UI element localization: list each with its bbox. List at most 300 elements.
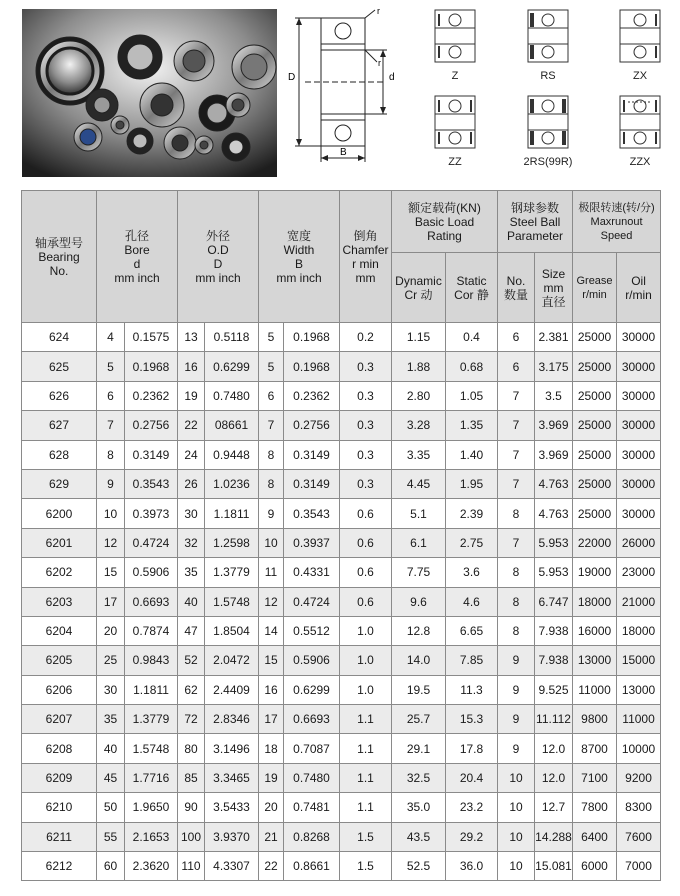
cell-ball-size: 11.112	[535, 705, 573, 734]
cell-od-inch: 1.5748	[205, 587, 259, 616]
cell-dynamic: 52.5	[392, 852, 446, 881]
cell-width-mm: 19	[259, 763, 284, 792]
cell-chamfer: 0.3	[340, 411, 392, 440]
cell-ball-size: 12.7	[535, 793, 573, 822]
cell-width-inch: 0.8268	[284, 822, 340, 851]
cell-chamfer: 0.3	[340, 381, 392, 410]
seal-type-2rs	[513, 94, 583, 174]
cell-chamfer: 1.1	[340, 763, 392, 792]
cell-static: 23.2	[446, 793, 498, 822]
cell-od-mm: 90	[178, 793, 205, 822]
cell-width-inch: 0.8661	[284, 852, 340, 881]
cell-od-inch: 08661	[205, 411, 259, 440]
label-r-top: r	[377, 6, 380, 16]
cell-width-mm: 20	[259, 793, 284, 822]
table-row	[22, 558, 661, 587]
cell-bore-mm: 55	[97, 822, 125, 851]
table-row	[22, 822, 661, 851]
cell-chamfer: 1.5	[340, 822, 392, 851]
cell-ball-size: 3.5	[535, 381, 573, 410]
cell-bore-mm: 6	[97, 381, 125, 410]
bearing-cross-section-diagram	[285, 4, 405, 164]
cell-ball-count: 8	[498, 587, 535, 616]
cell-bore-mm: 4	[97, 323, 125, 352]
cell-dynamic: 32.5	[392, 763, 446, 792]
header-grease: Grease r/min	[573, 253, 617, 323]
cell-grease-speed: 6400	[573, 822, 617, 851]
cell-width-inch: 0.6693	[284, 705, 340, 734]
header-load-rating: 额定载荷(KN) Basic Load Rating	[392, 191, 498, 253]
cell-bearing-no: 6212	[22, 852, 97, 881]
header-ball-no: No. 数量	[498, 253, 535, 323]
cell-od-mm: 22	[178, 411, 205, 440]
seal-rs-icon	[524, 8, 572, 64]
cell-dynamic: 1.88	[392, 352, 446, 381]
cell-bore-mm: 60	[97, 852, 125, 881]
cell-width-mm: 10	[259, 528, 284, 557]
cell-static: 20.4	[446, 763, 498, 792]
cell-chamfer: 1.0	[340, 675, 392, 704]
cell-oil-speed: 30000	[617, 469, 661, 498]
cell-chamfer: 0.6	[340, 587, 392, 616]
cell-oil-speed: 23000	[617, 558, 661, 587]
seal-type-z	[420, 8, 490, 88]
cell-bearing-no: 6204	[22, 616, 97, 645]
cell-bore-inch: 0.4724	[125, 528, 178, 557]
seal-type-label: ZX	[632, 70, 648, 82]
cell-bore-inch: 0.1575	[125, 323, 178, 352]
cell-dynamic: 6.1	[392, 528, 446, 557]
cell-static: 1.40	[446, 440, 498, 469]
cell-ball-count: 8	[498, 558, 535, 587]
table-row	[22, 675, 661, 704]
cell-oil-speed: 26000	[617, 528, 661, 557]
cell-ball-size: 4.763	[535, 499, 573, 528]
cell-static: 4.6	[446, 587, 498, 616]
cell-chamfer: 1.1	[340, 793, 392, 822]
cell-bore-inch: 0.9843	[125, 646, 178, 675]
cell-width-inch: 0.5906	[284, 646, 340, 675]
cell-dynamic: 29.1	[392, 734, 446, 763]
cell-bore-mm: 35	[97, 705, 125, 734]
table-row	[22, 440, 661, 469]
cell-chamfer: 1.1	[340, 734, 392, 763]
header-steel-ball: 钢球参数 Steel Ball Parameter	[498, 191, 573, 253]
cell-bore-mm: 25	[97, 646, 125, 675]
cell-bore-mm: 30	[97, 675, 125, 704]
cell-bore-inch: 2.3620	[125, 852, 178, 881]
cell-oil-speed: 11000	[617, 705, 661, 734]
cell-bearing-no: 628	[22, 440, 97, 469]
cell-bore-inch: 0.2756	[125, 411, 178, 440]
cell-ball-count: 7	[498, 440, 535, 469]
seal-type-label: RS	[540, 70, 556, 82]
table-row	[22, 705, 661, 734]
cell-width-mm: 7	[259, 411, 284, 440]
header-bore: 孔径 Bore d mm inch	[97, 191, 178, 323]
cell-od-inch: 2.0472	[205, 646, 259, 675]
cell-bearing-no: 625	[22, 352, 97, 381]
cell-oil-speed: 30000	[617, 381, 661, 410]
cell-oil-speed: 7000	[617, 852, 661, 881]
seal-type-zz	[420, 94, 490, 174]
cell-static: 6.65	[446, 616, 498, 645]
table-row	[22, 763, 661, 792]
cell-grease-speed: 18000	[573, 587, 617, 616]
bearings-product-photo	[22, 9, 277, 177]
cell-od-mm: 24	[178, 440, 205, 469]
cell-oil-speed: 7600	[617, 822, 661, 851]
cell-ball-size: 9.525	[535, 675, 573, 704]
label-B: B	[340, 147, 347, 158]
cell-bore-inch: 2.1653	[125, 822, 178, 851]
cell-static: 17.8	[446, 734, 498, 763]
cell-ball-size: 4.763	[535, 469, 573, 498]
cell-bore-inch: 0.1968	[125, 352, 178, 381]
header-ball-size: Size mm 直径	[535, 253, 573, 323]
cell-chamfer: 0.6	[340, 499, 392, 528]
seal-type-zzx	[605, 94, 675, 174]
cell-od-mm: 13	[178, 323, 205, 352]
cell-od-mm: 100	[178, 822, 205, 851]
header-width: 宽度 Width B mm inch	[259, 191, 340, 323]
cell-ball-count: 8	[498, 499, 535, 528]
cell-bearing-no: 6203	[22, 587, 97, 616]
cell-width-mm: 12	[259, 587, 284, 616]
cell-od-mm: 19	[178, 381, 205, 410]
cell-ball-size: 5.953	[535, 558, 573, 587]
cell-bearing-no: 624	[22, 323, 97, 352]
cell-static: 1.35	[446, 411, 498, 440]
cell-dynamic: 2.80	[392, 381, 446, 410]
cell-bore-mm: 50	[97, 793, 125, 822]
cell-ball-size: 3.969	[535, 411, 573, 440]
cell-bore-mm: 9	[97, 469, 125, 498]
cell-dynamic: 12.8	[392, 616, 446, 645]
cell-od-mm: 32	[178, 528, 205, 557]
cell-dynamic: 4.45	[392, 469, 446, 498]
cell-static: 2.39	[446, 499, 498, 528]
cell-bore-mm: 45	[97, 763, 125, 792]
cell-bore-inch: 0.6693	[125, 587, 178, 616]
cell-grease-speed: 25000	[573, 469, 617, 498]
header-od: 外径 O.D D mm inch	[178, 191, 259, 323]
cell-oil-speed: 10000	[617, 734, 661, 763]
cell-od-inch: 3.5433	[205, 793, 259, 822]
cell-dynamic: 5.1	[392, 499, 446, 528]
cell-bore-inch: 0.2362	[125, 381, 178, 410]
cell-grease-speed: 25000	[573, 352, 617, 381]
cell-ball-size: 3.969	[535, 440, 573, 469]
cell-bore-mm: 5	[97, 352, 125, 381]
cell-bore-inch: 0.3973	[125, 499, 178, 528]
cell-ball-count: 8	[498, 616, 535, 645]
cell-width-inch: 0.7480	[284, 763, 340, 792]
cell-bearing-no: 6206	[22, 675, 97, 704]
cell-ball-count: 10	[498, 793, 535, 822]
cell-ball-size: 7.938	[535, 616, 573, 645]
cell-bore-mm: 20	[97, 616, 125, 645]
cell-bore-inch: 0.5906	[125, 558, 178, 587]
cell-od-inch: 1.3779	[205, 558, 259, 587]
cell-width-mm: 9	[259, 499, 284, 528]
cell-grease-speed: 9800	[573, 705, 617, 734]
cell-ball-count: 9	[498, 675, 535, 704]
cell-bore-inch: 1.1811	[125, 675, 178, 704]
cell-width-mm: 11	[259, 558, 284, 587]
cell-width-inch: 0.5512	[284, 616, 340, 645]
cell-oil-speed: 30000	[617, 352, 661, 381]
cell-ball-count: 9	[498, 734, 535, 763]
cell-bore-inch: 0.3543	[125, 469, 178, 498]
cell-width-mm: 15	[259, 646, 284, 675]
cell-grease-speed: 19000	[573, 558, 617, 587]
table-row	[22, 734, 661, 763]
cell-width-inch: 0.3149	[284, 440, 340, 469]
cell-od-inch: 3.9370	[205, 822, 259, 851]
cell-oil-speed: 8300	[617, 793, 661, 822]
cell-dynamic: 3.35	[392, 440, 446, 469]
cell-width-inch: 0.3937	[284, 528, 340, 557]
cell-bearing-no: 6208	[22, 734, 97, 763]
header-static: Static Cor 静	[446, 253, 498, 323]
cell-oil-speed: 30000	[617, 323, 661, 352]
table-row	[22, 411, 661, 440]
cell-oil-speed: 30000	[617, 440, 661, 469]
cell-dynamic: 35.0	[392, 793, 446, 822]
seal-type-grid	[415, 8, 680, 178]
table-row	[22, 587, 661, 616]
cell-ball-count: 10	[498, 763, 535, 792]
cell-grease-speed: 16000	[573, 616, 617, 645]
cell-od-mm: 85	[178, 763, 205, 792]
cell-grease-speed: 25000	[573, 323, 617, 352]
cell-od-inch: 0.7480	[205, 381, 259, 410]
cell-static: 3.6	[446, 558, 498, 587]
cell-grease-speed: 25000	[573, 411, 617, 440]
cell-grease-speed: 25000	[573, 381, 617, 410]
cell-ball-size: 7.938	[535, 646, 573, 675]
table-row	[22, 528, 661, 557]
cell-ball-count: 10	[498, 852, 535, 881]
cell-ball-count: 9	[498, 646, 535, 675]
cell-width-inch: 0.3543	[284, 499, 340, 528]
cell-bearing-no: 6210	[22, 793, 97, 822]
cell-ball-count: 6	[498, 352, 535, 381]
cell-ball-size: 3.175	[535, 352, 573, 381]
cell-ball-count: 6	[498, 323, 535, 352]
header-bearing-no: 轴承型号 Bearing No.	[22, 191, 97, 323]
cell-width-inch: 0.2362	[284, 381, 340, 410]
cell-grease-speed: 11000	[573, 675, 617, 704]
cell-static: 15.3	[446, 705, 498, 734]
cell-width-mm: 8	[259, 440, 284, 469]
cell-ball-count: 7	[498, 381, 535, 410]
cell-width-mm: 5	[259, 323, 284, 352]
cell-od-mm: 62	[178, 675, 205, 704]
cell-width-inch: 0.6299	[284, 675, 340, 704]
cell-bearing-no: 6201	[22, 528, 97, 557]
cell-grease-speed: 7800	[573, 793, 617, 822]
seal-type-label: ZZ	[448, 156, 462, 168]
header-speed: 极限转速(转/分) Maxrunout Speed	[573, 191, 661, 253]
cell-static: 36.0	[446, 852, 498, 881]
cell-od-inch: 0.6299	[205, 352, 259, 381]
table-row	[22, 381, 661, 410]
cell-bearing-no: 6205	[22, 646, 97, 675]
cell-chamfer: 0.2	[340, 323, 392, 352]
table-row	[22, 469, 661, 498]
cell-bearing-no: 6211	[22, 822, 97, 851]
cell-width-inch: 0.2756	[284, 411, 340, 440]
cell-static: 2.75	[446, 528, 498, 557]
cell-width-mm: 17	[259, 705, 284, 734]
cell-static: 1.95	[446, 469, 498, 498]
cell-oil-speed: 18000	[617, 616, 661, 645]
header-oil: Oil r/min	[617, 253, 661, 323]
seal-z-icon	[431, 8, 479, 64]
cell-dynamic: 14.0	[392, 646, 446, 675]
cell-od-mm: 26	[178, 469, 205, 498]
table-row	[22, 646, 661, 675]
cell-static: 7.85	[446, 646, 498, 675]
cell-chamfer: 1.1	[340, 705, 392, 734]
cell-width-inch: 0.4724	[284, 587, 340, 616]
cell-bore-mm: 8	[97, 440, 125, 469]
cell-od-inch: 2.4409	[205, 675, 259, 704]
cell-bearing-no: 627	[22, 411, 97, 440]
seal-zzx-icon	[616, 94, 664, 150]
cell-width-inch: 0.7481	[284, 793, 340, 822]
cell-bore-mm: 17	[97, 587, 125, 616]
cell-ball-size: 15.081	[535, 852, 573, 881]
cell-oil-speed: 9200	[617, 763, 661, 792]
cell-bearing-no: 626	[22, 381, 97, 410]
cell-ball-count: 9	[498, 705, 535, 734]
header-dynamic: Dynamic Cr 动	[392, 253, 446, 323]
cell-od-inch: 4.3307	[205, 852, 259, 881]
cell-chamfer: 0.3	[340, 469, 392, 498]
table-row	[22, 852, 661, 881]
cell-ball-count: 7	[498, 528, 535, 557]
cell-bore-mm: 12	[97, 528, 125, 557]
label-d: d	[389, 72, 395, 83]
cell-ball-count: 7	[498, 411, 535, 440]
cell-od-inch: 1.0236	[205, 469, 259, 498]
cell-static: 0.4	[446, 323, 498, 352]
cell-bore-mm: 10	[97, 499, 125, 528]
cell-dynamic: 43.5	[392, 822, 446, 851]
table-row	[22, 616, 661, 645]
header-chamfer: 倒角 Chamfer r min mm	[340, 191, 392, 323]
seal-zz-icon	[431, 94, 479, 150]
cell-bore-mm: 40	[97, 734, 125, 763]
cell-od-mm: 80	[178, 734, 205, 763]
cell-static: 29.2	[446, 822, 498, 851]
cell-bearing-no: 6209	[22, 763, 97, 792]
cell-oil-speed: 30000	[617, 499, 661, 528]
cell-chamfer: 0.6	[340, 528, 392, 557]
cell-od-mm: 110	[178, 852, 205, 881]
cell-width-mm: 5	[259, 352, 284, 381]
cell-od-mm: 16	[178, 352, 205, 381]
cell-od-inch: 0.9448	[205, 440, 259, 469]
cell-chamfer: 1.5	[340, 852, 392, 881]
label-D: D	[288, 72, 296, 83]
cell-width-inch: 0.1968	[284, 352, 340, 381]
cell-ball-count: 7	[498, 469, 535, 498]
cell-width-mm: 21	[259, 822, 284, 851]
cell-bearing-no: 629	[22, 469, 97, 498]
cell-bearing-no: 6200	[22, 499, 97, 528]
table-row	[22, 352, 661, 381]
seal-type-rs	[513, 8, 583, 88]
cell-oil-speed: 21000	[617, 587, 661, 616]
cell-bore-inch: 1.7716	[125, 763, 178, 792]
cell-bearing-no: 6202	[22, 558, 97, 587]
cell-grease-speed: 22000	[573, 528, 617, 557]
cell-grease-speed: 7100	[573, 763, 617, 792]
seal-type-label: Z	[451, 70, 459, 82]
cell-width-inch: 0.7087	[284, 734, 340, 763]
cell-chamfer: 0.6	[340, 558, 392, 587]
cell-chamfer: 0.3	[340, 440, 392, 469]
cell-grease-speed: 13000	[573, 646, 617, 675]
cell-bore-mm: 15	[97, 558, 125, 587]
cell-width-mm: 18	[259, 734, 284, 763]
cell-od-inch: 3.3465	[205, 763, 259, 792]
cell-oil-speed: 13000	[617, 675, 661, 704]
cell-grease-speed: 25000	[573, 440, 617, 469]
cell-od-mm: 52	[178, 646, 205, 675]
cell-od-inch: 1.2598	[205, 528, 259, 557]
cell-ball-size: 5.953	[535, 528, 573, 557]
cell-od-inch: 1.1811	[205, 499, 259, 528]
cell-ball-size: 14.288	[535, 822, 573, 851]
cell-ball-size: 2.381	[535, 323, 573, 352]
cell-ball-size: 12.0	[535, 734, 573, 763]
table-row	[22, 499, 661, 528]
cell-static: 1.05	[446, 381, 498, 410]
cell-chamfer: 0.3	[340, 352, 392, 381]
cell-width-inch: 0.1968	[284, 323, 340, 352]
table-row	[22, 323, 661, 352]
cell-od-mm: 72	[178, 705, 205, 734]
cell-dynamic: 3.28	[392, 411, 446, 440]
header-figures	[0, 0, 680, 185]
cell-dynamic: 19.5	[392, 675, 446, 704]
cell-bore-inch: 1.3779	[125, 705, 178, 734]
cell-dynamic: 1.15	[392, 323, 446, 352]
cell-dynamic: 9.6	[392, 587, 446, 616]
cell-chamfer: 1.0	[340, 616, 392, 645]
cell-bore-inch: 1.5748	[125, 734, 178, 763]
cell-width-mm: 16	[259, 675, 284, 704]
cell-width-mm: 14	[259, 616, 284, 645]
cell-width-inch: 0.3149	[284, 469, 340, 498]
seal-zx-icon	[616, 8, 664, 64]
cell-od-mm: 40	[178, 587, 205, 616]
cell-od-inch: 1.8504	[205, 616, 259, 645]
table-row	[22, 793, 661, 822]
cell-od-mm: 35	[178, 558, 205, 587]
cell-oil-speed: 15000	[617, 646, 661, 675]
cell-grease-speed: 25000	[573, 499, 617, 528]
cell-width-mm: 8	[259, 469, 284, 498]
seal-type-label: 2RS(99R)	[523, 156, 573, 168]
cell-width-mm: 6	[259, 381, 284, 410]
cell-bearing-no: 6207	[22, 705, 97, 734]
